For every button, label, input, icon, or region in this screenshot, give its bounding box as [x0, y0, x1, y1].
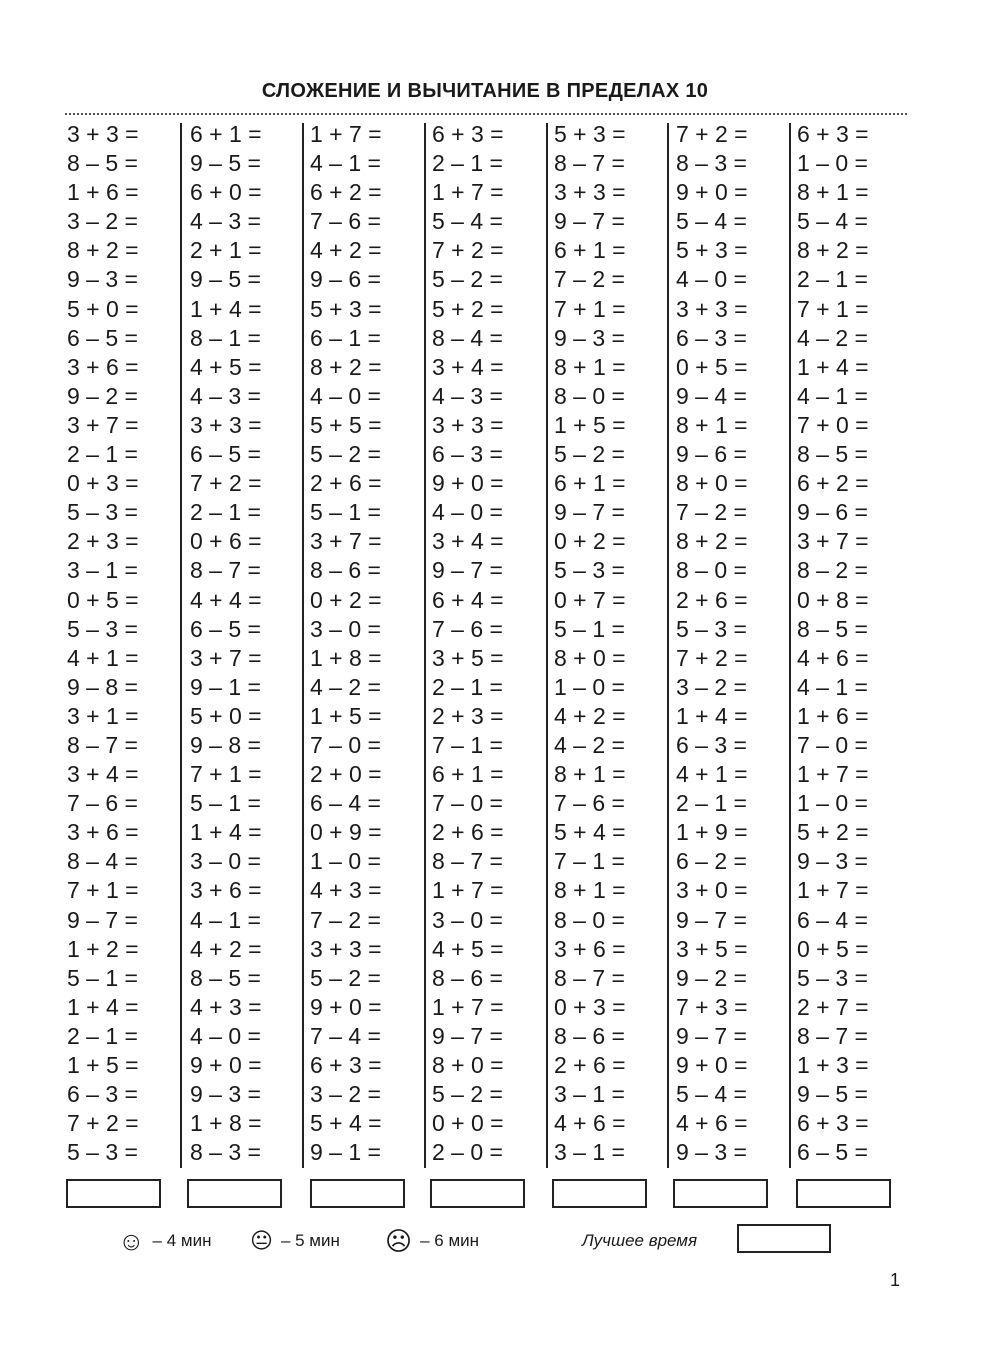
exercise-item: 8 + 0 = [676, 470, 748, 497]
exercise-item: 9 – 3 = [676, 1139, 747, 1166]
exercise-item: 2 – 1 = [67, 441, 138, 468]
exercise-item: 6 + 1 = [190, 121, 262, 147]
column-divider-5 [667, 123, 669, 1168]
exercise-item: 5 + 4 = [310, 1110, 382, 1137]
exercise-item: 5 – 3 = [797, 964, 868, 991]
exercise-item: 5 + 2 = [797, 819, 869, 846]
exercise-item: 9 – 7 = [67, 906, 138, 933]
exercise-item: 1 + 5 = [554, 411, 626, 438]
exercise-item: 8 + 1 = [554, 353, 626, 380]
exercise-item: 5 – 3 = [676, 615, 747, 642]
legend-item-4min [118, 1228, 211, 1254]
column-divider-1 [180, 123, 182, 1168]
exercise-item: 9 – 7 = [554, 208, 625, 235]
exercise-item: 2 + 6 = [554, 1052, 626, 1078]
exercise-item: 6 – 5 = [190, 615, 261, 642]
exercise-item: 4 – 0 = [676, 266, 747, 293]
exercise-item: 8 – 6 = [310, 557, 381, 584]
exercise-item: 3 + 4 = [67, 761, 139, 788]
exercise-item: 4 – 0 = [310, 382, 381, 409]
exercise-item: 6 – 5 = [797, 1139, 868, 1166]
exercise-item: 4 + 2 = [310, 237, 382, 264]
sad-face-icon: ☹ [385, 1226, 413, 1256]
exercise-item: 4 + 1 = [676, 761, 748, 788]
exercise-item: 9 – 3 = [190, 1081, 261, 1108]
exercise-item: 2 + 3 = [432, 702, 504, 729]
exercise-item: 7 – 0 = [310, 731, 381, 758]
exercise-item: 8 + 1 = [554, 877, 626, 904]
exercise-item: 6 – 3 = [676, 731, 747, 758]
exercise-item: 8 + 2 = [67, 237, 139, 264]
exercise-item: 2 + 3 = [67, 528, 139, 555]
exercise-item: 2 + 1 = [190, 237, 262, 264]
exercise-item: 1 – 0 = [554, 673, 625, 700]
exercise-item: 8 + 2 = [797, 237, 869, 264]
exercise-item: 4 – 1 = [310, 150, 381, 177]
exercise-item: 9 + 0 = [676, 1052, 748, 1078]
exercise-item: 8 + 0 = [432, 1052, 504, 1078]
exercise-item: 4 – 3 = [432, 382, 503, 409]
exercise-item: 6 – 5 = [67, 324, 138, 351]
exercise-item: 2 – 1 = [432, 673, 503, 700]
exercise-item: 3 + 7 = [67, 411, 139, 438]
exercise-item: 3 – 1 = [67, 557, 138, 584]
exercise-item: 4 + 6 = [797, 644, 869, 671]
exercise-item: 8 – 5 = [797, 615, 868, 642]
exercise-item: 2 – 0 = [432, 1139, 503, 1166]
exercise-item: 1 + 4 = [190, 295, 262, 322]
exercise-item: 6 + 1 = [554, 470, 626, 497]
exercise-item: 5 – 1 = [190, 790, 261, 817]
exercise-item: 4 + 1 = [67, 644, 139, 671]
exercise-item: 1 – 0 = [310, 848, 381, 875]
exercise-item: 1 + 4 = [67, 993, 139, 1020]
exercise-item: 4 + 4 = [190, 586, 262, 613]
exercise-item: 4 – 2 = [310, 673, 381, 700]
exercise-item: 1 + 7 = [310, 121, 382, 147]
column-divider-4 [546, 123, 548, 1168]
exercise-item: 7 – 4 = [310, 1022, 381, 1049]
exercise-item: 4 + 3 = [310, 877, 382, 904]
legend-label: – 5 мин [280, 1231, 340, 1250]
exercise-item: 8 – 6 = [554, 1022, 625, 1049]
exercise-item: 3 + 6 = [67, 353, 139, 380]
exercise-item: 3 – 0 = [310, 615, 381, 642]
exercise-column-2 [190, 120, 300, 1167]
page-number: 1 [890, 1270, 901, 1290]
exercise-column-4 [432, 120, 542, 1167]
exercise-item: 2 – 1 = [797, 266, 868, 293]
exercise-item: 0 + 5 = [676, 353, 748, 380]
exercise-item: 9 – 7 = [432, 1022, 503, 1049]
exercise-item: 8 – 0 = [676, 557, 747, 584]
exercise-item: 8 + 0 = [554, 644, 626, 671]
exercise-item: 1 + 4 = [676, 702, 748, 729]
exercise-item: 9 – 5 = [190, 150, 261, 177]
exercise-item: 9 – 7 = [676, 906, 747, 933]
exercise-item: 9 + 0 = [432, 470, 504, 497]
smile-face-icon: ☺ [118, 1226, 145, 1256]
exercise-item: 9 – 6 = [797, 499, 868, 526]
best-time-answer-box[interactable] [737, 1224, 831, 1253]
exercise-item: 9 – 7 = [554, 499, 625, 526]
title-dotted-rule [65, 113, 907, 115]
exercise-item: 7 + 1 = [797, 295, 869, 322]
exercise-item: 9 – 3 = [67, 266, 138, 293]
exercise-item: 1 + 8 = [190, 1110, 262, 1137]
exercise-item: 1 + 7 = [432, 179, 504, 206]
column-divider-6 [789, 123, 791, 1168]
exercise-item: 4 – 0 = [190, 1022, 261, 1049]
exercise-item: 5 – 2 = [310, 964, 381, 991]
exercise-item: 0 + 5 = [67, 586, 139, 613]
exercise-item: 7 + 0 = [797, 411, 869, 438]
exercise-item: 9 – 1 = [310, 1139, 381, 1166]
exercise-item: 4 + 5 = [432, 935, 504, 962]
neutral-face-icon: 😐 [250, 1228, 273, 1253]
exercise-item: 0 + 6 = [190, 528, 262, 555]
exercise-item: 9 – 6 = [676, 441, 747, 468]
exercise-item: 6 + 3 = [310, 1052, 382, 1078]
exercise-item: 3 + 7 = [190, 644, 262, 671]
exercise-item: 3 + 4 = [432, 528, 504, 555]
exercise-item: 9 – 2 = [676, 964, 747, 991]
exercise-item: 6 – 4 = [310, 790, 381, 817]
exercise-item: 8 – 0 = [554, 906, 625, 933]
exercise-item: 6 – 2 = [676, 848, 747, 875]
exercise-item: 7 + 2 = [432, 237, 504, 264]
exercise-item: 9 + 0 = [190, 1052, 262, 1078]
exercise-item: 7 – 1 = [432, 731, 503, 758]
column-time-box-3[interactable] [310, 1179, 405, 1208]
column-time-box-4[interactable] [430, 1179, 525, 1208]
exercise-item: 8 – 1 = [190, 324, 261, 351]
exercise-item: 1 – 0 = [797, 790, 868, 817]
exercise-item: 2 + 6 = [310, 470, 382, 497]
exercise-item: 1 + 5 = [310, 702, 382, 729]
exercise-item: 3 + 3 = [432, 411, 504, 438]
exercise-item: 7 – 6 = [67, 790, 138, 817]
exercise-column-5 [554, 120, 664, 1167]
exercise-item: 2 – 1 = [676, 790, 747, 817]
exercise-item: 6 – 4 = [797, 906, 868, 933]
exercise-item: 7 + 3 = [676, 993, 748, 1020]
exercise-item: 0 + 7 = [554, 586, 626, 613]
exercise-item: 4 + 6 = [554, 1110, 626, 1137]
exercise-item: 8 – 7 = [797, 1022, 868, 1049]
exercise-item: 1 + 4 = [797, 353, 869, 380]
exercise-item: 3 + 5 = [432, 644, 504, 671]
exercise-item: 1 + 2 = [67, 935, 139, 962]
exercise-item: 5 + 0 = [67, 295, 139, 322]
exercise-item: 1 – 0 = [797, 150, 868, 177]
exercise-item: 9 + 0 = [676, 179, 748, 206]
exercise-item: 7 + 2 = [67, 1110, 139, 1137]
exercise-item: 5 + 3 = [310, 295, 382, 322]
exercise-item: 3 + 3 = [554, 179, 626, 206]
exercise-item: 3 – 1 = [554, 1139, 625, 1166]
column-time-box-7[interactable] [796, 1179, 891, 1208]
exercise-item: 0 + 3 = [554, 993, 626, 1020]
exercise-item: 2 + 6 = [432, 819, 504, 846]
exercise-item: 4 + 2 = [554, 702, 626, 729]
exercise-item: 5 – 2 = [432, 266, 503, 293]
exercise-column-3 [310, 120, 420, 1167]
exercise-item: 7 + 2 = [676, 121, 748, 147]
exercise-item: 8 – 5 = [67, 150, 138, 177]
exercise-item: 3 + 6 = [554, 935, 626, 962]
legend-label: – 4 мин [152, 1231, 212, 1250]
exercise-item: 5 – 4 = [432, 208, 503, 235]
exercise-item: 1 + 7 = [432, 877, 504, 904]
exercise-item: 6 + 1 = [432, 761, 504, 788]
exercise-item: 8 – 7 = [432, 848, 503, 875]
exercise-item: 6 + 1 = [554, 237, 626, 264]
exercise-item: 3 + 0 = [676, 877, 748, 904]
exercise-item: 6 + 4 = [432, 586, 504, 613]
exercise-item: 3 + 3 = [676, 295, 748, 322]
exercise-item: 8 – 7 = [554, 964, 625, 991]
exercise-item: 3 + 6 = [190, 877, 262, 904]
exercise-item: 2 + 6 = [676, 586, 748, 613]
exercise-item: 6 – 3 = [432, 441, 503, 468]
exercise-item: 9 – 6 = [310, 266, 381, 293]
exercise-item: 7 + 2 = [676, 644, 748, 671]
exercise-item: 8 – 4 = [67, 848, 138, 875]
exercise-item: 5 – 3 = [554, 557, 625, 584]
exercise-item: 6 + 2 = [797, 470, 869, 497]
exercise-item: 7 – 0 = [432, 790, 503, 817]
exercise-item: 1 + 7 = [432, 993, 504, 1020]
column-time-box-2[interactable] [187, 1179, 282, 1208]
exercise-item: 5 – 3 = [67, 1139, 138, 1166]
exercise-item: 8 – 5 = [190, 964, 261, 991]
exercise-column-7 [797, 120, 907, 1167]
exercise-item: 7 + 1 = [190, 761, 262, 788]
exercise-item: 9 – 8 = [190, 731, 261, 758]
page-title: СЛОЖЕНИЕ И ВЫЧИТАНИЕ В ПРЕДЕЛАХ 10 [261, 80, 709, 102]
exercise-item: 4 – 0 = [432, 499, 503, 526]
exercise-item: 7 + 2 = [190, 470, 262, 497]
exercise-item: 6 + 0 = [190, 179, 262, 206]
exercise-item: 3 + 3 = [67, 121, 139, 147]
exercise-item: 6 + 3 = [797, 121, 869, 147]
column-time-box-5[interactable] [552, 1179, 647, 1208]
column-time-box-1[interactable] [66, 1179, 161, 1208]
exercise-item: 5 + 3 = [676, 237, 748, 264]
exercise-item: 8 + 2 = [310, 353, 382, 380]
exercise-item: 2 – 1 = [67, 1022, 138, 1049]
exercise-item: 5 + 3 = [554, 121, 626, 147]
exercise-item: 5 – 1 = [67, 964, 138, 991]
legend-item-5min [250, 1228, 340, 1254]
exercise-item: 8 – 7 = [67, 731, 138, 758]
exercise-item: 3 – 2 = [676, 673, 747, 700]
exercise-item: 3 + 3 = [310, 935, 382, 962]
exercise-item: 4 – 1 = [797, 673, 868, 700]
exercise-item: 4 – 3 = [190, 208, 261, 235]
exercise-item: 3 + 5 = [676, 935, 748, 962]
exercise-item: 9 – 5 = [190, 266, 261, 293]
exercise-item: 2 – 1 = [190, 499, 261, 526]
exercise-item: 9 – 3 = [554, 324, 625, 351]
exercise-item: 5 – 2 = [554, 441, 625, 468]
exercise-item: 3 + 3 = [190, 411, 262, 438]
exercise-item: 4 – 1 = [190, 906, 261, 933]
exercise-item: 3 + 6 = [67, 819, 139, 846]
exercise-item: 5 – 3 = [67, 615, 138, 642]
exercise-item: 2 + 7 = [797, 993, 869, 1020]
exercise-item: 0 + 5 = [797, 935, 869, 962]
exercise-item: 1 + 8 = [310, 644, 382, 671]
exercise-item: 1 + 7 = [797, 877, 869, 904]
exercise-item: 9 – 4 = [676, 382, 747, 409]
exercise-item: 3 – 2 = [310, 1081, 381, 1108]
exercise-item: 5 – 2 = [310, 441, 381, 468]
exercise-item: 1 + 9 = [676, 819, 748, 846]
exercise-item: 7 – 2 = [310, 906, 381, 933]
exercise-item: 1 + 7 = [797, 761, 869, 788]
best-time-label: Лучшее время [582, 1231, 698, 1250]
exercise-item: 4 – 3 = [190, 382, 261, 409]
exercise-item: 3 + 7 = [310, 528, 382, 555]
exercise-item: 1 + 4 = [190, 819, 262, 846]
exercise-item: 7 – 6 = [310, 208, 381, 235]
exercise-item: 8 – 0 = [554, 382, 625, 409]
exercise-item: 3 + 7 = [797, 528, 869, 555]
exercise-item: 5 – 3 = [67, 499, 138, 526]
exercise-item: 0 + 8 = [797, 586, 869, 613]
exercise-item: 8 – 3 = [190, 1139, 261, 1166]
exercise-item: 8 + 1 = [554, 761, 626, 788]
exercise-item: 1 + 6 = [67, 179, 139, 206]
exercise-item: 0 + 2 = [310, 586, 382, 613]
exercise-item: 7 – 2 = [676, 499, 747, 526]
exercise-item: 9 + 0 = [310, 993, 382, 1020]
exercise-item: 4 + 6 = [676, 1110, 748, 1137]
exercise-item: 7 + 1 = [554, 295, 626, 322]
exercise-item: 5 + 2 = [432, 295, 504, 322]
exercise-column-6 [676, 120, 786, 1167]
exercise-item: 8 – 4 = [432, 324, 503, 351]
legend-item-6min [385, 1228, 479, 1254]
exercise-item: 9 – 7 = [432, 557, 503, 584]
exercise-item: 1 + 3 = [797, 1052, 869, 1078]
exercise-column-1 [67, 120, 177, 1167]
exercise-item: 3 – 0 = [190, 848, 261, 875]
exercise-item: 7 – 1 = [554, 848, 625, 875]
column-time-box-6[interactable] [673, 1179, 768, 1208]
exercise-item: 8 – 7 = [554, 150, 625, 177]
exercise-item: 4 + 5 = [190, 353, 262, 380]
exercise-item: 5 – 1 = [554, 615, 625, 642]
exercise-item: 5 – 4 = [676, 208, 747, 235]
exercise-item: 5 + 0 = [190, 702, 262, 729]
legend-label: – 6 мин [420, 1231, 480, 1250]
exercise-item: 0 + 9 = [310, 819, 382, 846]
exercise-item: 8 + 2 = [676, 528, 748, 555]
exercise-item: 5 – 2 = [432, 1081, 503, 1108]
exercise-item: 4 – 1 = [797, 382, 868, 409]
exercise-item: 3 – 2 = [67, 208, 138, 235]
exercise-item: 7 – 6 = [554, 790, 625, 817]
exercise-item: 8 – 6 = [432, 964, 503, 991]
exercise-item: 3 – 1 = [554, 1081, 625, 1108]
exercise-item: 6 – 3 = [67, 1081, 138, 1108]
exercise-item: 7 – 2 = [554, 266, 625, 293]
exercise-item: 3 + 4 = [432, 353, 504, 380]
exercise-item: 8 – 2 = [797, 557, 868, 584]
exercise-item: 9 – 2 = [67, 382, 138, 409]
exercise-item: 6 + 3 = [432, 121, 504, 147]
exercise-item: 6 – 5 = [190, 441, 261, 468]
exercise-item: 0 + 0 = [432, 1110, 504, 1137]
exercise-item: 8 + 1 = [676, 411, 748, 438]
exercise-item: 9 – 5 = [797, 1081, 868, 1108]
exercise-item: 9 – 1 = [190, 673, 261, 700]
exercise-item: 8 – 7 = [190, 557, 261, 584]
exercise-item: 4 + 3 = [190, 993, 262, 1020]
exercise-item: 0 + 2 = [554, 528, 626, 555]
exercise-item: 7 – 0 = [797, 731, 868, 758]
exercise-item: 4 + 2 = [190, 935, 262, 962]
exercise-item: 2 – 1 = [432, 150, 503, 177]
exercise-item: 6 + 3 = [797, 1110, 869, 1137]
exercise-item: 5 – 1 = [310, 499, 381, 526]
exercise-item: 8 + 1 = [797, 179, 869, 206]
exercise-item: 9 – 8 = [67, 673, 138, 700]
exercise-item: 2 + 0 = [310, 761, 382, 788]
exercise-item: 3 – 0 = [432, 906, 503, 933]
exercise-item: 4 – 2 = [797, 324, 868, 351]
exercise-item: 1 + 6 = [797, 702, 869, 729]
exercise-item: 6 – 3 = [676, 324, 747, 351]
exercise-item: 0 + 3 = [67, 470, 139, 497]
exercise-item: 5 + 5 = [310, 411, 382, 438]
exercise-item: 5 – 4 = [797, 208, 868, 235]
exercise-item: 5 + 4 = [554, 819, 626, 846]
exercise-item: 9 – 7 = [676, 1022, 747, 1049]
column-divider-3 [424, 123, 426, 1168]
exercise-item: 8 – 5 = [797, 441, 868, 468]
exercise-item: 6 + 2 = [310, 179, 382, 206]
exercise-item: 5 – 4 = [676, 1081, 747, 1108]
exercise-item: 9 – 3 = [797, 848, 868, 875]
exercise-item: 7 + 1 = [67, 877, 139, 904]
exercise-item: 3 + 1 = [67, 702, 139, 729]
exercise-item: 6 – 1 = [310, 324, 381, 351]
exercise-item: 7 – 6 = [432, 615, 503, 642]
column-divider-2 [302, 123, 304, 1168]
exercise-item: 1 + 5 = [67, 1052, 139, 1078]
exercise-item: 8 – 3 = [676, 150, 747, 177]
exercise-item: 4 – 2 = [554, 731, 625, 758]
